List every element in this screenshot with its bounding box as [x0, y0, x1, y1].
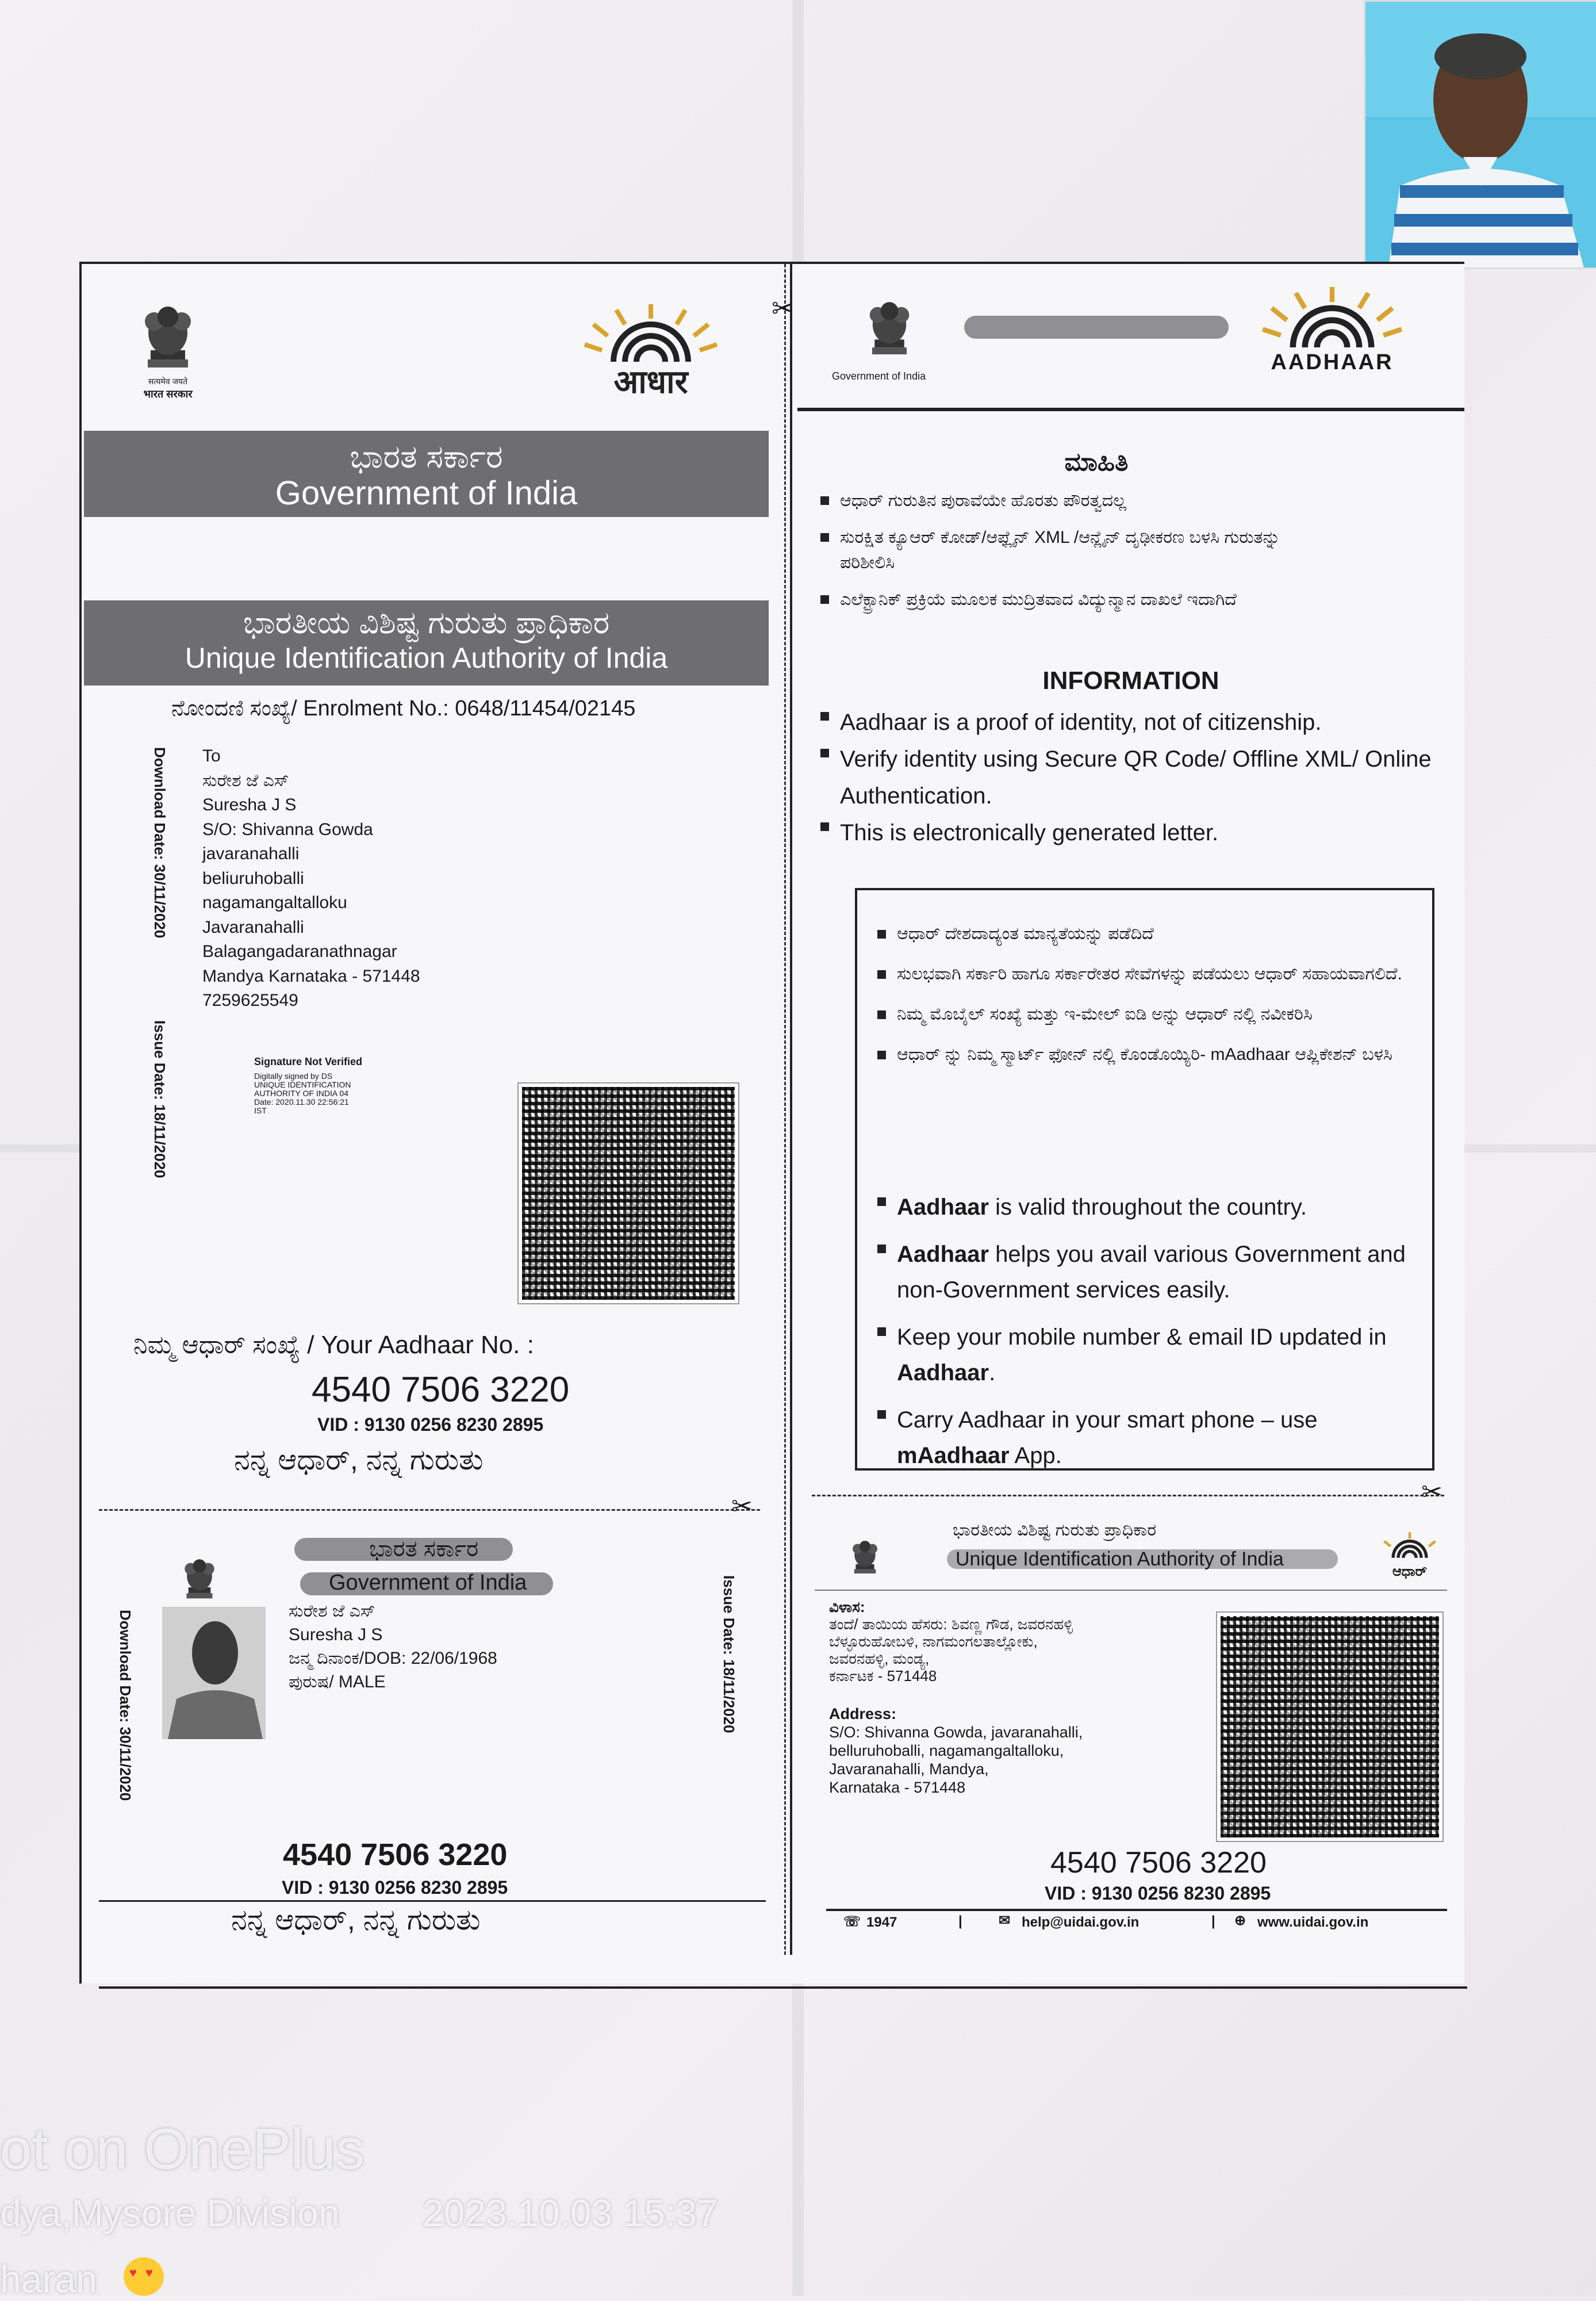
back-aadhaar-logo [1375, 1529, 1450, 1580]
card-gov-kannada: ಭಾರತ ಸರ್ಕಾರ [369, 1536, 479, 1561]
back-address-kannada [829, 1598, 1073, 1684]
cut-line-horizontal [812, 1495, 1444, 1496]
scissors-icon: ✂ [1421, 1478, 1442, 1506]
address-line: Balagangadaranathnagar [202, 942, 397, 961]
address-line: ಜವರನಹಳ್ಳಿ, ಮಂಡ್ಯ, [829, 1650, 930, 1667]
list-item [877, 1319, 1406, 1391]
address-line: To [202, 746, 221, 765]
card-gender: ಪುರುಷ/ MALE [289, 1672, 386, 1691]
emblem-icon [843, 1529, 887, 1587]
emblem-icon [832, 287, 947, 402]
aadhaar-fingerprint-icon [573, 304, 728, 362]
address-line: Mandya Karnataka - 571448 [202, 966, 420, 986]
gov-kannada: ಭಾರತ ಸರ್ಕಾರ [350, 438, 503, 474]
aadhaar-fingerprint-icon [1375, 1529, 1444, 1561]
text-bold: Aadhaar [897, 1242, 989, 1267]
camera-watermark-line1: ot on OnePlus [0, 2117, 365, 2181]
address-line: S/O: Shivanna Gowda [202, 820, 373, 839]
camera-watermark-line3: haran [0, 2258, 97, 2300]
list-item: ಆಧಾರ್ ದೇಶದಾದ್ಯಂತ ಮಾನ್ಯತೆಯನ್ನು ಪಡೆದಿದೆ [877, 922, 1406, 946]
divider-vertical [790, 264, 792, 1955]
card-download-date: Download Date: 30/11/2020 [117, 1610, 134, 1801]
uidai-band [84, 600, 769, 686]
list-item [877, 1189, 1406, 1225]
card-gov-english: Government of India [329, 1571, 527, 1595]
list-item: ಸುರಕ್ಷಿತ ಕ್ಯೂಆರ್ ಕೋಡ್/ಆಫ್ಲೈನ್ XML /ಆನ್ಲೈನ್ ದೃಢೀಕರಣ ಬಳಸಿ ಗುರುತನ್ನು ಪರಿಶೀಲಿಸಿ [820, 525, 1326, 576]
list-item: ಎಲೆಕ್ಟ್ರಾನಿಕ್ ಪ್ರಕ್ರಿಯೆ ಮೂಲಕ ಮುದ್ರಿತವಾದ ವಿದ್ಯುನ್ಮಾನ ದಾಖಲೆ ಇದಾಗಿದೆ [820, 587, 1326, 612]
header-rule [797, 408, 1464, 411]
text-bold: mAadhaar [897, 1443, 1010, 1468]
letter-front [82, 264, 769, 1495]
aadhaar-logo [573, 304, 728, 401]
list-item: ಸುಲಭವಾಗಿ ಸರ್ಕಾರಿ ಹಾಗೂ ಸರ್ಕಾರೇತರ ಸೇವೆಗಳನ್ನು ಪಡೆಯಲು ಆಧಾರ್ ಸಹಾಯವಾಗಲಿದೆ. [877, 962, 1406, 986]
address-line: Javaranahalli [202, 917, 304, 937]
list-item: ನಿಮ್ಮ ಮೊಬೈಲ್ ಸಂಖ್ಯೆ ಮತ್ತು ಇ-ಮೇಲ್ ಐಡಿ ಅನ್ನು ಆಧಾರ್ ನಲ್ಲಿ ನವೀಕರಿಸಿ [877, 1002, 1406, 1027]
list-item: This is electronically generated letter. [820, 814, 1441, 851]
signature-block [254, 1058, 362, 1115]
tagline: ನನ್ನ ಆಧಾರ್, ನನ್ನ ಗುರುತು [234, 1444, 484, 1476]
aadhaar-logo-text: AADHAAR [1271, 350, 1394, 374]
box-kannada-points [877, 922, 1406, 1067]
text-part: is valid throughout the country. [989, 1194, 1307, 1220]
phone-icon: ☏ [843, 1914, 861, 1929]
list-item: Verify identity using Secure QR Code/ Offline XML/ Online Authentication. [820, 741, 1441, 814]
list-item: ಆಧಾರ್ ನ್ನು ನಿಮ್ಮ ಸ್ಮಾರ್ಟ್ ಫೋನ್ ನಲ್ಲಿ ಕೊಂಡೊಯ್ಯಿರಿ- mAadhaar ಆಪ್ಲಿಕೇಶನ್ ಬಳಸಿ [877, 1043, 1406, 1067]
back-uidai-english: Unique Identification Authority of India [956, 1548, 1284, 1570]
back-header-rule [815, 1590, 1447, 1591]
enrolment-number: ನೋಂದಣಿ ಸಂಖ್ಯೆ/ Enrolment No.: 0648/11454/02145 [171, 696, 636, 721]
address-label: Address: [829, 1705, 897, 1722]
back-address-english [829, 1705, 1083, 1797]
address-line: Karnataka - 571448 [829, 1779, 966, 1796]
address-line: Javaranahalli, Mandya, [829, 1760, 989, 1778]
emblem-caption-2: भारत सरकार [143, 388, 193, 400]
info-page [797, 264, 1464, 1489]
uidai-english: Unique Identification Authority of India [185, 642, 668, 674]
kannada-heading: ಮಾಹಿತಿ [1064, 448, 1129, 476]
download-date-vertical: Download Date: 30/11/2020 [151, 747, 168, 939]
footer-divider: | [1211, 1913, 1215, 1929]
card-back [803, 1512, 1453, 1932]
aadhaar-fingerprint-icon [1246, 287, 1418, 347]
address-line: ಸುರೇಶ ಜೆ ಎಸ್ [202, 771, 289, 790]
back-vid: VID : 9130 0256 8230 2895 [1045, 1883, 1271, 1904]
aadhaar-letter [79, 262, 1464, 1984]
footer-email: help@uidai.gov.in [1022, 1915, 1140, 1930]
signature-line: IST [254, 1106, 267, 1115]
address-line: nagamangaltalloku [202, 893, 347, 912]
list-item: Aadhaar is a proof of identity, not of citizenship. [820, 704, 1441, 741]
emblem-icon [128, 298, 208, 400]
info-box [855, 888, 1434, 1471]
address-line: 7259625549 [202, 991, 298, 1010]
card-photo [162, 1607, 266, 1739]
address-label-kannada: ವಿಳಾಸ: [829, 1598, 865, 1615]
card-issue-date: Issue Date: 18/11/2020 [720, 1575, 738, 1733]
corner-photo [1364, 0, 1596, 269]
back-aadhaar-number: 4540 7506 3220 [1050, 1846, 1267, 1879]
globe-icon: ⊕ [1234, 1913, 1246, 1928]
scissors-icon: ✂ [772, 293, 794, 323]
bottom-border [99, 1986, 1467, 1989]
card-tagline-rule [99, 1900, 766, 1902]
person-photo-icon [162, 1607, 266, 1739]
card-name-kannada: ಸುರೇಶ ಜೆ ಎಸ್ [289, 1602, 375, 1621]
issue-date-vertical: Issue Date: 18/11/2020 [151, 1020, 168, 1178]
cut-line-vertical [784, 264, 786, 1955]
text-bold: Aadhaar [897, 1194, 989, 1220]
card-tagline: ನನ್ನ ಆಧಾರ್, ನನ್ನ ಗುರುತು [231, 1904, 481, 1936]
footer-divider: | [958, 1913, 962, 1929]
address-line: Suresha J S [202, 795, 297, 814]
card-name: Suresha J S [289, 1625, 383, 1644]
text-part: Carry Aadhaar in your smart phone – use [897, 1407, 1318, 1433]
aadhaar-logo [1246, 287, 1418, 373]
signature-line: AUTHORITY OF INDIA 04 [254, 1089, 348, 1098]
card-aadhaar-number: 4540 7506 3220 [283, 1837, 508, 1872]
text-bold: Aadhaar [897, 1360, 989, 1385]
qr-code [1217, 1613, 1442, 1841]
aadhaar-number-label: ನಿಮ್ಮ ಆಧಾರ್ ಸಂಖ್ಯೆ / Your Aadhaar No. : [133, 1331, 534, 1359]
back-uidai-kannada: ಭಾರತೀಯ ವಿಶಿಷ್ಟ ಗುರುತು ಪ್ರಾಧಿಕಾರ [953, 1521, 1157, 1540]
footer-phone: 1947 [866, 1915, 897, 1930]
aadhaar-number: 4540 7506 3220 [312, 1370, 570, 1410]
qr-code [519, 1084, 738, 1303]
address-line: ಬೆಳ್ಳೂರುಹೋಬಳಿ, ನಾಗಮಂಗಲತಾಲ್ಲೋಕು, [829, 1633, 1038, 1650]
gov-small: Government of India [832, 370, 926, 382]
gov-band [84, 431, 769, 517]
list-item: ಆಧಾರ್ ಗುರುತಿನ ಪುರಾವೆಯೇ ಹೊರತು ಪೌರತ್ವದಲ್ಲ [820, 488, 1326, 514]
back-footer [826, 1909, 1447, 1934]
cut-line-horizontal [99, 1509, 760, 1511]
text-part: helps you avail various Government and non-Government services easily. [897, 1242, 1406, 1303]
email-icon: ✉ [999, 1913, 1011, 1928]
address-line: javaranahalli [202, 844, 300, 863]
address-line: beliuruhoballi [202, 868, 304, 888]
card-vid: VID : 9130 0256 8230 2895 [282, 1877, 508, 1898]
address-line: ಕರ್ನಾಟಕ - 571448 [829, 1667, 937, 1684]
card-front [99, 1529, 766, 1949]
emblem-caption-1: सत्यमेव जयते [148, 377, 188, 386]
list-item [877, 1402, 1406, 1473]
redaction-smear [964, 316, 1229, 339]
card-details [289, 1599, 497, 1694]
gov-english: Government of India [275, 474, 578, 512]
emblem-icon [174, 1546, 225, 1613]
address-line: belluruhoballi, nagamangaltalloku, [829, 1742, 1064, 1759]
kannada-points [820, 488, 1326, 612]
english-points [820, 704, 1441, 851]
text-part: Keep your mobile number & email ID updated in [897, 1324, 1387, 1350]
list-item [877, 1236, 1406, 1308]
address-block [202, 744, 420, 1013]
signature-title: Signature Not Verified [254, 1056, 363, 1067]
vid-number: VID : 9130 0256 8230 2895 [317, 1414, 544, 1435]
address-line: ತಂದೆ/ ತಾಯಿಯ ಹೆಸರು: ಶಿವಣ್ಣ ಗೌಡ, ಜವರನಹಳ್ಳಿ [829, 1615, 1073, 1633]
camera-watermark-datetime: 2023.10.03 15:37 [423, 2192, 718, 2234]
signature-line: Digitally signed by DS [254, 1071, 333, 1081]
english-heading: INFORMATION [1042, 667, 1219, 695]
address-line: S/O: Shivanna Gowda, javaranahalli, [829, 1724, 1083, 1741]
card-dob: ಜನ್ಮ ದಿನಾಂಕ/DOB: 22/06/1968 [289, 1649, 497, 1668]
camera-watermark-line2: dya,Mysore Division [0, 2192, 340, 2234]
footer-web: www.uidai.gov.in [1257, 1915, 1369, 1930]
person-photo-icon [1365, 2, 1596, 267]
signature-line: Date: 2020.11.30 22:56:21 [254, 1097, 349, 1107]
heart-eyes-emoji-icon: ♥ ♥ [124, 2257, 164, 2296]
box-english-points [877, 1189, 1406, 1473]
text-part: . [989, 1360, 996, 1385]
aadhaar-logo-text: आधार [613, 363, 688, 401]
signature-line: UNIQUE IDENTIFICATION [254, 1080, 351, 1089]
uidai-kannada: ಭಾರತೀಯ ವಿಶಿಷ್ಟ ಗುರುತು ಪ್ರಾಧಿಕಾರ [243, 606, 610, 640]
scissors-icon: ✂ [731, 1492, 753, 1521]
back-logo-text: ಆಧಾರ್ [1392, 1564, 1428, 1579]
text-part: App. [1009, 1443, 1062, 1468]
